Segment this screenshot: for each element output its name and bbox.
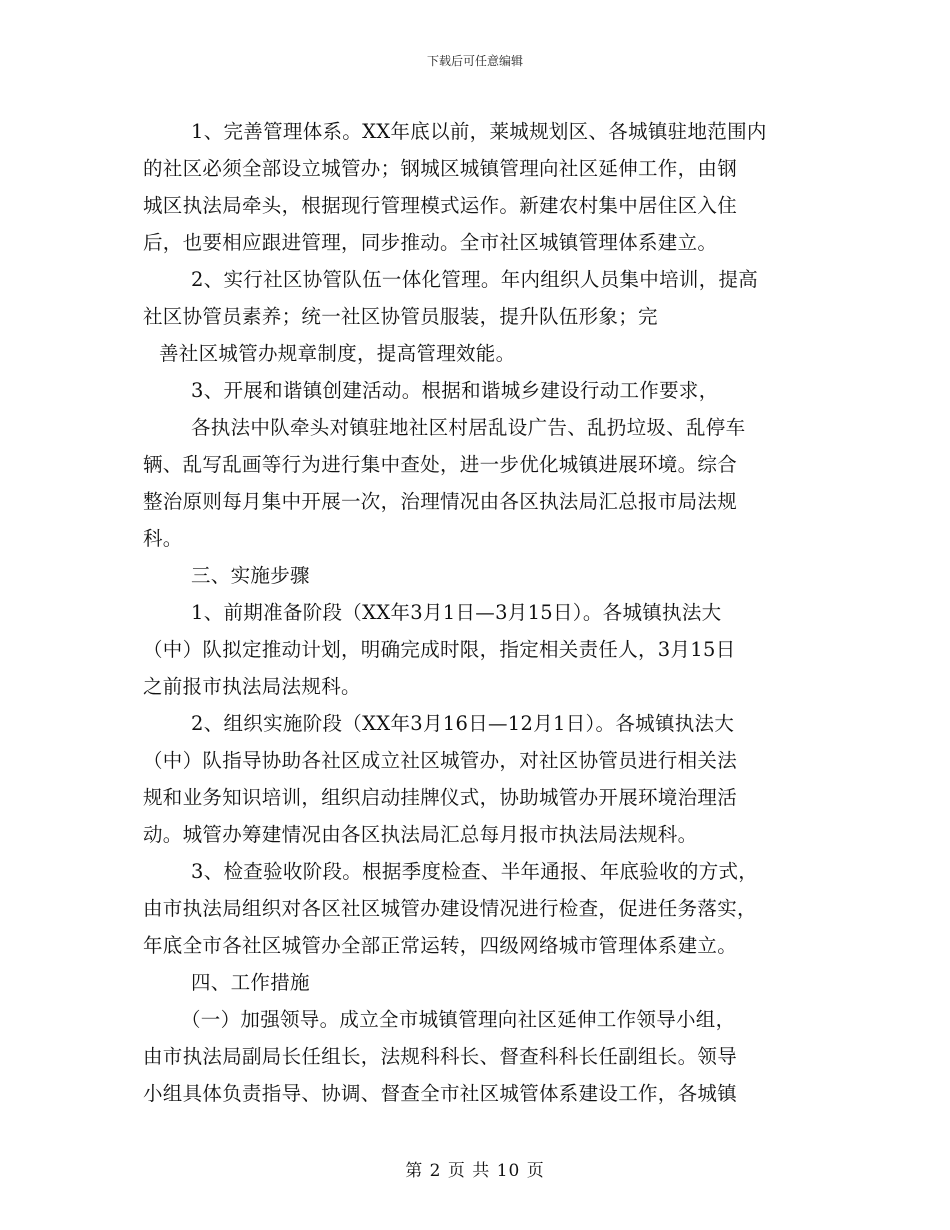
text-line: （一）加强领导。成立全市城镇管理向社区延伸工作领导小组， [181,1008,736,1031]
text-line: 2、实行社区协管队伍一体化管理。年内组织人员集中培训，提高 [191,268,759,291]
page-header: 下载后可任意编辑 [426,54,523,68]
text-line: 四、工作措施 [191,971,310,994]
text-line: 1、前期准备阶段（XX年3月1日—3月15日）。各城镇执法大 [191,601,722,624]
text-line: 1、完善管理体系。XX年底以前，莱城规划区、各城镇驻地范围内 [191,120,767,143]
text-line: 3、开展和谐镇创建活动。根据和谐城乡建设行动工作要求， [191,379,719,402]
text-line: 3、检查验收阶段。根据季度检查、半年通报、年底验收的方式， [191,860,759,883]
text-line: 之前报市执法局法规科。 [143,675,361,698]
text-line: 城区执法局牵头，根据现行管理模式运作。新建农村集中居住区入住 [143,194,738,217]
text-line: 的社区必须全部设立城管办；钢城区城镇管理向社区延伸工作，由钢 [143,157,738,180]
text-line: （中）队拟定推动计划，明确完成时限，指定相关责任人，3月15日 [143,638,736,661]
text-line: 社区协管员素养；统一社区协管员服装，提升队伍形象；完 [143,305,658,328]
text-line: 整治原则每月集中开展一次，治理情况由各区执法局汇总报市局法规 [143,490,738,513]
text-line: 小组具体负责指导、协调、督查全市社区城管体系建设工作，各城镇 [143,1082,738,1105]
text-line: 2、组织实施阶段（XX年3月16日—12月1日）。各城镇执法大 [191,712,735,735]
text-line: 由市执法局组织对各区社区城管办建设情况进行检查，促进任务落实， [143,897,757,920]
text-line: 三、实施步骤 [191,564,310,587]
page-footer: 第 2 页 共 10 页 [405,1161,545,1181]
text-line: 动。城管办筹建情况由各区执法局汇总每月报市执法局法规科。 [143,823,698,846]
text-line: 后，也要相应跟进管理，同步推动。全市社区城镇管理体系建立。 [143,231,718,254]
text-line: 年底全市各社区城管办全部正常运转，四级网络城市管理体系建立。 [143,934,738,957]
text-line: 各执法中队牵头对镇驻地社区村居乱设广告、乱扔垃圾、乱停车 [191,416,746,439]
text-line: （中）队指导协助各社区成立社区城管办，对社区协管员进行相关法 [143,749,738,772]
text-line: 善社区城管办规章制度，提高管理效能。 [159,342,516,365]
text-line: 由市执法局副局长任组长，法规科科长、督查科科长任副组长。领导 [143,1045,738,1068]
text-line: 科。 [143,527,183,550]
text-line: 规和业务知识培训，组织启动挂牌仪式，协助城管办开展环境治理活 [143,786,738,809]
document-body [143,113,803,1112]
text-line: 辆、乱写乱画等行为进行集中查处，进一步优化城镇进展环境。综合 [143,453,738,476]
